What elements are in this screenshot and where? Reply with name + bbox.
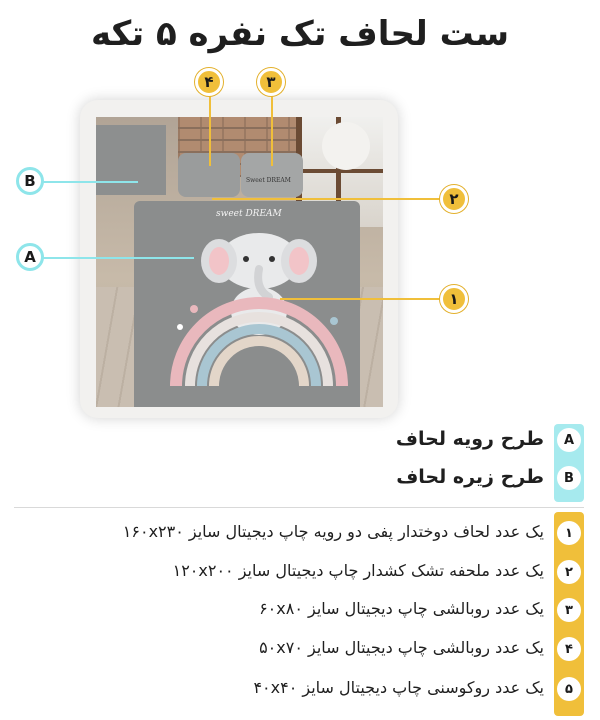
legend-text-3: یک عدد روبالشی چاپ دیجیتال سایز ۶۰x۸۰ bbox=[259, 599, 544, 618]
callout-badge-2: ۲ bbox=[440, 185, 468, 213]
legend-badge-2: ۲ bbox=[557, 560, 581, 584]
callout-badge-b: B bbox=[16, 167, 44, 195]
legend-text-b: طرح زیره لحاف bbox=[396, 466, 544, 488]
legend-text-a: طرح رویه لحاف bbox=[395, 428, 544, 450]
callout-line-2 bbox=[212, 198, 442, 200]
callout-line-4 bbox=[209, 92, 211, 166]
callout-badge-4: ۴ bbox=[195, 68, 223, 96]
legend-badge-4: ۴ bbox=[557, 637, 581, 661]
duvet-illustration bbox=[134, 201, 360, 407]
pillow-text: Sweet DREAM bbox=[246, 177, 291, 184]
callout-line-3 bbox=[271, 92, 273, 166]
callout-badge-3: ۳ bbox=[257, 68, 285, 96]
duvet bbox=[134, 201, 360, 407]
legend-text-4: یک عدد روبالشی چاپ دیجیتال سایز ۵۰x۷۰ bbox=[259, 638, 544, 657]
legend-badge-a: A bbox=[557, 428, 581, 452]
callout-line-a bbox=[42, 257, 194, 259]
callout-badge-1: ۱ bbox=[440, 285, 468, 313]
legend-text-2: یک عدد ملحفه تشک کشدار چاپ دیجیتال سایز ۱۲۰x۲۰۰ bbox=[172, 561, 544, 580]
legend-badge-3: ۳ bbox=[557, 598, 581, 622]
divider bbox=[14, 507, 584, 508]
callout-line-b bbox=[42, 181, 138, 183]
second-bed bbox=[96, 125, 166, 195]
callout-line-1 bbox=[280, 298, 442, 300]
legend-badge-b: B bbox=[557, 466, 581, 490]
page-title: ست لحاف تک نفره ۵ تکه bbox=[90, 14, 510, 54]
legend-badge-5: ۵ bbox=[557, 677, 581, 701]
callout-badge-a: A bbox=[16, 243, 44, 271]
legend-text-1: یک عدد لحاف دوختدار پفی دو رویه چاپ دیجیتال سایز ۱۶۰x۲۳۰ bbox=[122, 522, 544, 541]
decor-circle bbox=[322, 122, 370, 170]
legend-badge-1: ۱ bbox=[557, 521, 581, 545]
legend-text-5: یک عدد روکوسنی چاپ دیجیتال سایز ۴۰x۴۰ bbox=[253, 678, 544, 697]
duvet-text: sweet DREAM bbox=[216, 209, 282, 219]
